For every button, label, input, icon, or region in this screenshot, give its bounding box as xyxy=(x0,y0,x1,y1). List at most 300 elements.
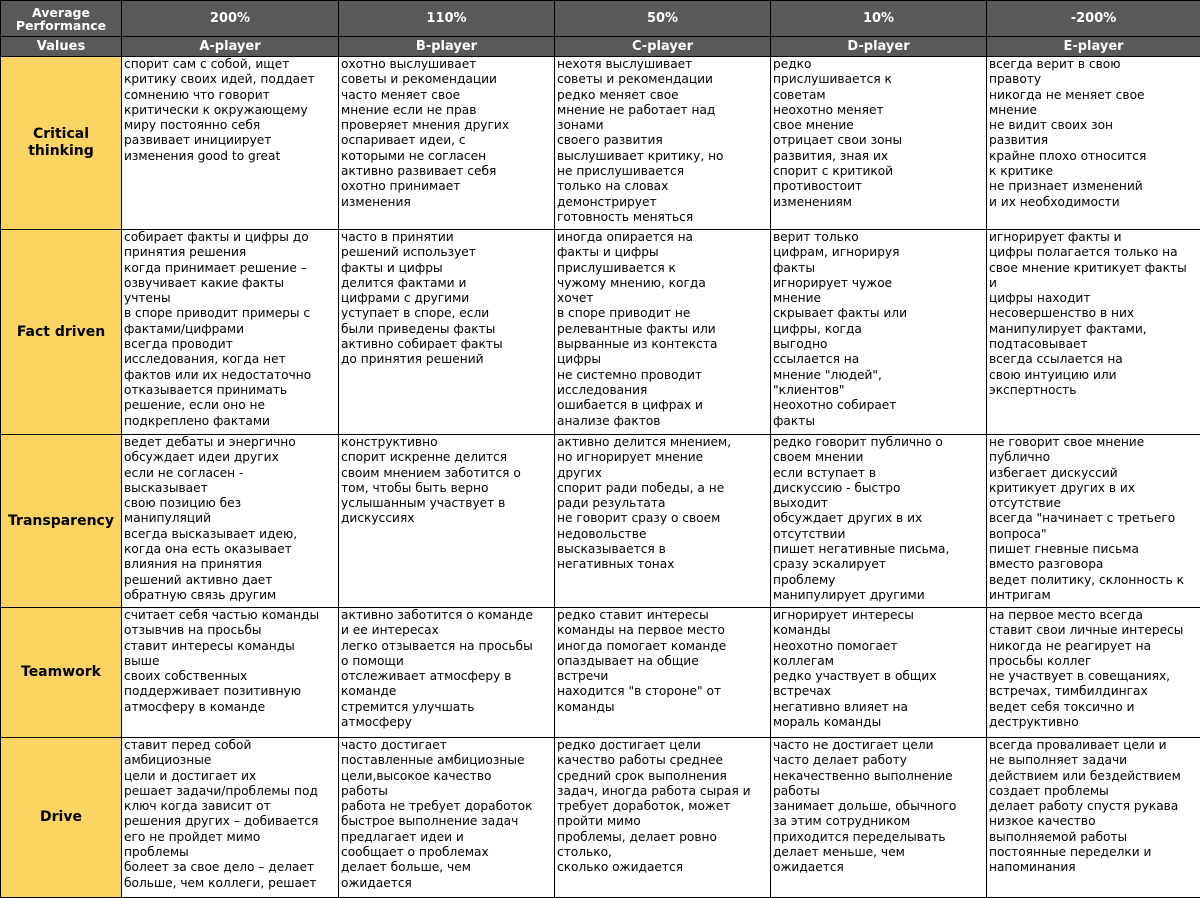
cell-line: редко xyxy=(773,57,984,72)
cell-line: делает меньше, чем xyxy=(773,845,984,860)
cell-line: считает себя частью команды xyxy=(124,608,336,623)
cell-line: за этим сотрудником xyxy=(773,814,984,829)
corner-line-2: Performance xyxy=(1,19,121,32)
cell-fact-driven-d-player[interactable] xyxy=(771,230,987,435)
cell-line: решения других – добивается xyxy=(124,814,336,829)
cell-text xyxy=(341,435,552,607)
cell-line: активно делится мнением, xyxy=(557,435,768,450)
cell-line: отсутствии xyxy=(773,527,984,542)
cell-text xyxy=(773,435,984,607)
value-label-line: thinking xyxy=(3,143,119,160)
cell-text xyxy=(341,738,552,897)
cell-line: часто меняет свое xyxy=(341,88,552,103)
cell-line: активно собирает факты xyxy=(341,337,552,352)
cell-line: услышанным участвует в xyxy=(341,496,552,511)
cell-line: встречи xyxy=(557,669,768,684)
cell-line: дискуссиях xyxy=(341,511,552,526)
cell-drive-e-player[interactable] xyxy=(987,738,1200,898)
cell-fact-driven-e-player[interactable] xyxy=(987,230,1200,435)
cell-line: создает проблемы xyxy=(989,784,1198,799)
cell-line: своим мнением заботится о xyxy=(341,466,552,481)
cell-line: цели и достигает их xyxy=(124,769,336,784)
cell-critical-thinking-a-player[interactable] xyxy=(122,57,339,230)
cell-line: зонами xyxy=(557,118,768,133)
percentage-d[interactable]: 10% xyxy=(771,1,987,37)
cell-line: не выполняет задачи xyxy=(989,753,1198,768)
cell-line: своем мнении xyxy=(773,450,984,465)
cell-fact-driven-b-player[interactable] xyxy=(339,230,555,435)
value-label-fact-driven[interactable] xyxy=(1,230,122,435)
cell-line: свою интуицию или xyxy=(989,368,1198,383)
cell-line: мнение "людей", xyxy=(773,368,984,383)
cell-fact-driven-c-player[interactable] xyxy=(555,230,771,435)
value-label-critical-thinking[interactable] xyxy=(1,57,122,230)
cell-line: неохотно собирает xyxy=(773,398,984,413)
cell-teamwork-c-player[interactable] xyxy=(555,608,771,738)
cell-line: легко отзывается на просьбы xyxy=(341,639,552,654)
cell-line: принятия решения xyxy=(124,245,336,260)
cell-line: когда она есть оказывает xyxy=(124,542,336,557)
cell-line: задач, иногда работа сырая и xyxy=(557,784,768,799)
cell-line: делится фактами и xyxy=(341,276,552,291)
cell-line: встречах, тимбилдингах xyxy=(989,684,1198,699)
cell-line: не системно проводит xyxy=(557,368,768,383)
cell-line: проблему xyxy=(773,573,984,588)
cell-line: пройти мимо xyxy=(557,814,768,829)
cell-line: которыми не согласен xyxy=(341,149,552,164)
cell-line: том, чтобы быть верно xyxy=(341,481,552,496)
cell-line: и ее интересах xyxy=(341,623,552,638)
cell-line: манипулирует фактами, xyxy=(989,322,1198,337)
cell-line: демонстрирует xyxy=(557,195,768,210)
cell-line: крайне плохо относится xyxy=(989,149,1198,164)
cell-line: не говорит сразу о своем xyxy=(557,511,768,526)
cell-line: высказывается в xyxy=(557,542,768,557)
cell-text xyxy=(989,57,1198,229)
cell-line: сколько ожидается xyxy=(557,860,768,875)
player-d[interactable]: D-player xyxy=(771,37,987,57)
cell-drive-c-player[interactable] xyxy=(555,738,771,898)
cell-line: амбициозные xyxy=(124,753,336,768)
value-label-line: Drive xyxy=(3,809,119,826)
cell-line: сразу эскалирует xyxy=(773,557,984,572)
cell-line: свое мнение xyxy=(773,118,984,133)
cell-line: атмосферу xyxy=(341,715,552,730)
cell-line: избегает дискуссий xyxy=(989,466,1198,481)
cell-text xyxy=(124,57,336,229)
value-label-line: Teamwork xyxy=(3,664,119,681)
cell-line: неохотно помогает xyxy=(773,639,984,654)
cell-line: своих собственных xyxy=(124,669,336,684)
cell-line: обратную связь другим xyxy=(124,588,336,603)
cell-line: средний срок выполнения xyxy=(557,769,768,784)
cell-line: требует доработок, может xyxy=(557,799,768,814)
value-label-drive[interactable] xyxy=(1,738,122,898)
cell-line: постоянные переделки и xyxy=(989,845,1198,860)
percentage-b[interactable]: 110% xyxy=(339,1,555,37)
cell-line: факты и цифры xyxy=(557,245,768,260)
player-b[interactable]: B-player xyxy=(339,37,555,57)
cell-line: команды xyxy=(557,700,768,715)
cell-line: игнорирует интересы xyxy=(773,608,984,623)
cell-line: советы и рекомендации xyxy=(341,72,552,87)
cell-line: если не согласен - xyxy=(124,466,336,481)
player-header-row xyxy=(1,37,1200,57)
cell-line: фактами/цифрами xyxy=(124,322,336,337)
value-label-line: Fact driven xyxy=(3,324,119,341)
cell-line: мнение xyxy=(989,103,1198,118)
cell-line: исследования, когда нет xyxy=(124,352,336,367)
cell-line: решение, если оно не xyxy=(124,398,336,413)
cell-line: решает задачи/проблемы под xyxy=(124,784,336,799)
cell-line: ожидается xyxy=(341,876,552,891)
cell-text xyxy=(557,57,768,229)
cell-critical-thinking-b-player[interactable] xyxy=(339,57,555,230)
cell-line: противостоит xyxy=(773,179,984,194)
cell-line: поставленные амбициозные xyxy=(341,753,552,768)
percentage-a[interactable]: 200% xyxy=(122,1,339,37)
value-label-teamwork[interactable] xyxy=(1,608,122,738)
cell-line: опаздывает на общие xyxy=(557,654,768,669)
cell-line: проблемы xyxy=(124,845,336,860)
cell-line: поддерживает позитивную xyxy=(124,684,336,699)
cell-line: цифрам, игнорируя xyxy=(773,245,984,260)
cell-line: развития xyxy=(989,133,1198,148)
cell-line: занимает дольше, обычного xyxy=(773,799,984,814)
cell-line: сомнению что говорит xyxy=(124,88,336,103)
cell-line: развивает инициирует xyxy=(124,133,336,148)
cell-line: цифрами с другими xyxy=(341,291,552,306)
cell-line: критику своих идей, поддает xyxy=(124,72,336,87)
cell-critical-thinking-d-player[interactable] xyxy=(771,57,987,230)
cell-text xyxy=(773,230,984,434)
cell-drive-d-player[interactable] xyxy=(771,738,987,898)
cell-line: обсуждает других в их xyxy=(773,511,984,526)
cell-line: критически к окружающему xyxy=(124,103,336,118)
cell-transparency-b-player[interactable] xyxy=(339,435,555,608)
cell-line: до принятия решений xyxy=(341,352,552,367)
cell-line: прислушивается к xyxy=(773,72,984,87)
cell-text xyxy=(557,230,768,434)
cell-line: часто не достигает цели xyxy=(773,738,984,753)
cell-line: болеет за свое дело – делает xyxy=(124,860,336,875)
cell-line: редко говорит публично о xyxy=(773,435,984,450)
cell-line: напоминания xyxy=(989,860,1198,875)
cell-text xyxy=(989,738,1198,897)
cell-line: пишет негативные письма, xyxy=(773,542,984,557)
cell-teamwork-a-player[interactable] xyxy=(122,608,339,738)
cell-teamwork-e-player[interactable] xyxy=(987,608,1200,738)
value-row-critical-thinking xyxy=(1,57,1200,230)
cell-line: атмосферу в команде xyxy=(124,700,336,715)
cell-line: озвучивает какие факты xyxy=(124,276,336,291)
cell-line: активно заботится о команде xyxy=(341,608,552,623)
cell-text xyxy=(341,608,552,737)
cell-line: манипуляций xyxy=(124,511,336,526)
cell-line: изменения good to great xyxy=(124,149,336,164)
cell-line: других xyxy=(557,466,768,481)
cell-line: подтасовывает xyxy=(989,337,1198,352)
cell-line: встречах xyxy=(773,684,984,699)
cell-text xyxy=(124,738,336,897)
cell-line: часто в принятии xyxy=(341,230,552,245)
cell-line: высказывает xyxy=(124,481,336,496)
cell-line: редко достигает цели xyxy=(557,738,768,753)
cell-line: в споре приводит примеры с xyxy=(124,306,336,321)
cell-line: делает работу спустя рукава xyxy=(989,799,1198,814)
cell-line: ведет политику, склонность к xyxy=(989,573,1198,588)
cell-line: охотно принимает xyxy=(341,179,552,194)
cell-line: всегда проводит xyxy=(124,337,336,352)
cell-text xyxy=(989,230,1198,434)
cell-line: сообщает о проблемах xyxy=(341,845,552,860)
cell-text xyxy=(341,57,552,229)
cell-line: только на словах xyxy=(557,179,768,194)
cell-line: не участвует в совещаниях, xyxy=(989,669,1198,684)
cell-text xyxy=(557,738,768,897)
cell-line: спорит искренне делится xyxy=(341,450,552,465)
cell-line: ссылается на xyxy=(773,352,984,367)
cell-line: несовершенство в них xyxy=(989,306,1198,321)
cell-line: правоту xyxy=(989,72,1198,87)
cell-line: цели,высокое качество xyxy=(341,769,552,784)
cell-line: чужому мнению, когда xyxy=(557,276,768,291)
value-row-transparency xyxy=(1,435,1200,608)
value-label-line: Critical xyxy=(3,126,119,143)
cell-line: всегда ссылается на xyxy=(989,352,1198,367)
cell-line: редко ставит интересы xyxy=(557,608,768,623)
cell-drive-b-player[interactable] xyxy=(339,738,555,898)
cell-line: отсутствие xyxy=(989,496,1198,511)
cell-line: редко меняет свое xyxy=(557,88,768,103)
cell-line: ключ когда зависит от xyxy=(124,799,336,814)
cell-line: больше, чем коллеги, решает xyxy=(124,876,336,891)
cell-line: часто достигает xyxy=(341,738,552,753)
cell-line: готовность меняться xyxy=(557,210,768,225)
cell-line: не говорит свое мнение xyxy=(989,435,1198,450)
cell-line: активно развивает себя xyxy=(341,164,552,179)
percentage-c[interactable]: 50% xyxy=(555,1,771,37)
cell-line: отрицает свои зоны xyxy=(773,133,984,148)
cell-line: работы xyxy=(341,784,552,799)
cell-line: цифры, когда xyxy=(773,322,984,337)
cell-line: выходит xyxy=(773,496,984,511)
cell-line: действием или бездействием xyxy=(989,769,1198,784)
cell-line: собирает факты и цифры до xyxy=(124,230,336,245)
cell-line: ставит интересы команды xyxy=(124,639,336,654)
cell-line: уступает в споре, если xyxy=(341,306,552,321)
cell-line: о помощи xyxy=(341,654,552,669)
cell-line: цифры полагается только на xyxy=(989,245,1198,260)
player-a[interactable]: A-player xyxy=(122,37,339,57)
value-row-teamwork xyxy=(1,608,1200,738)
cell-line: проблемы, делает ровно xyxy=(557,830,768,845)
cell-line: стремится улучшать xyxy=(341,700,552,715)
player-e[interactable]: E-player xyxy=(987,37,1200,57)
player-c[interactable]: C-player xyxy=(555,37,771,57)
cell-line: иногда помогает команде xyxy=(557,639,768,654)
cell-line: никогда не меняет свое xyxy=(989,88,1198,103)
cell-line: редко участвует в общих xyxy=(773,669,984,684)
cell-line: выгодно xyxy=(773,337,984,352)
value-label-line: Transparency xyxy=(3,513,119,530)
cell-teamwork-d-player[interactable] xyxy=(771,608,987,738)
cell-line: конструктивно xyxy=(341,435,552,450)
cell-line: команде xyxy=(341,684,552,699)
cell-line: никогда не реагирует на xyxy=(989,639,1198,654)
cell-line: были приведены факты xyxy=(341,322,552,337)
cell-line: не прислушивается xyxy=(557,164,768,179)
cell-line: изменения xyxy=(341,195,552,210)
cell-line: обсуждает идеи других xyxy=(124,450,336,465)
cell-line: изменениям xyxy=(773,195,984,210)
cell-line: ведет дебаты и энергично xyxy=(124,435,336,450)
cell-line: решений использует xyxy=(341,245,552,260)
cell-transparency-a-player[interactable] xyxy=(122,435,339,608)
cell-line: всегда верит в свою xyxy=(989,57,1198,72)
cell-text xyxy=(773,57,984,229)
cell-line: вместо разговора xyxy=(989,557,1198,572)
cell-line: неохотно меняет xyxy=(773,103,984,118)
cell-teamwork-b-player[interactable] xyxy=(339,608,555,738)
cell-line: факты xyxy=(773,261,984,276)
cell-line: факты xyxy=(773,414,984,429)
cell-line: делает больше, чем xyxy=(341,860,552,875)
cell-line: исследования xyxy=(557,383,768,398)
cell-line: своего развития xyxy=(557,133,768,148)
cell-line: но игнорирует мнение xyxy=(557,450,768,465)
cell-line: деструктивно xyxy=(989,715,1198,730)
cell-line: негативных тонах xyxy=(557,557,768,572)
cell-line: часто делает работу xyxy=(773,753,984,768)
cell-line: качество работы среднее xyxy=(557,753,768,768)
average-performance-header[interactable] xyxy=(1,1,122,37)
cell-line: приходится переделывать xyxy=(773,830,984,845)
cell-text xyxy=(124,435,336,607)
cell-line: учтены xyxy=(124,291,336,306)
cell-line: всегда высказывает идею, xyxy=(124,527,336,542)
cell-text xyxy=(557,608,768,737)
cell-line: низкое качество xyxy=(989,814,1198,829)
cell-line: пишет гневные письма xyxy=(989,542,1198,557)
cell-line: ведет себя токсично и xyxy=(989,700,1198,715)
cell-line: команды на первое место xyxy=(557,623,768,638)
cell-line: к критике xyxy=(989,164,1198,179)
cell-line: иногда опирается на xyxy=(557,230,768,245)
cell-line: критикует других в их xyxy=(989,481,1198,496)
value-row-fact-driven xyxy=(1,230,1200,435)
cell-line: его не пройдет мимо xyxy=(124,830,336,845)
cell-line: отзывчив на просьбы xyxy=(124,623,336,638)
corner-line-1: Average xyxy=(1,6,121,19)
cell-line: анализе фактов xyxy=(557,414,768,429)
value-row-drive xyxy=(1,738,1200,898)
cell-line: вырванные из контекста xyxy=(557,337,768,352)
cell-line: мнение если не прав xyxy=(341,103,552,118)
cell-text xyxy=(773,738,984,897)
cell-line: не видит своих зон xyxy=(989,118,1198,133)
cell-line: нехотя выслушивает xyxy=(557,57,768,72)
cell-line: цифры xyxy=(557,352,768,367)
cell-critical-thinking-e-player[interactable] xyxy=(987,57,1200,230)
cell-line: игнорирует чужое xyxy=(773,276,984,291)
cell-line: проверяет мнения других xyxy=(341,118,552,133)
cell-transparency-c-player[interactable] xyxy=(555,435,771,608)
cell-line: отказывается принимать xyxy=(124,383,336,398)
cell-line: отслеживает атмосферу в xyxy=(341,669,552,684)
cell-line: игнорирует факты и xyxy=(989,230,1198,245)
cell-drive-a-player[interactable] xyxy=(122,738,339,898)
cell-text xyxy=(124,230,336,434)
cell-line: быстрое выполнение задач xyxy=(341,814,552,829)
cell-line: прислушивается к xyxy=(557,261,768,276)
cell-transparency-e-player[interactable] xyxy=(987,435,1200,608)
cell-line: влияния на принятия xyxy=(124,557,336,572)
cell-line: ошибается в цифрах и xyxy=(557,398,768,413)
cell-line: просьбы коллег xyxy=(989,654,1198,669)
cell-line: хочет xyxy=(557,291,768,306)
cell-line: выслушивает критику, но xyxy=(557,149,768,164)
percentage-e[interactable]: -200% xyxy=(987,1,1200,37)
cell-line: верит только xyxy=(773,230,984,245)
cell-line: в споре приводит не xyxy=(557,306,768,321)
cell-line: "клиентов" xyxy=(773,383,984,398)
cell-text xyxy=(773,608,984,737)
cell-line: цифры находит xyxy=(989,291,1198,306)
cell-line: охотно выслушивает xyxy=(341,57,552,72)
cell-line: мнение не работает над xyxy=(557,103,768,118)
cell-line: если вступает в xyxy=(773,466,984,481)
cell-line: когда принимает решение – xyxy=(124,261,336,276)
cell-line: работы xyxy=(773,784,984,799)
cell-line: оспаривает идеи, с xyxy=(341,133,552,148)
cell-line: миру постоянно себя xyxy=(124,118,336,133)
cell-line: публично xyxy=(989,450,1198,465)
cell-line: находится "в стороне" от xyxy=(557,684,768,699)
cell-line: развития, зная их xyxy=(773,149,984,164)
cell-line: спорит ради победы, а не xyxy=(557,481,768,496)
cell-line: выполняемой работы xyxy=(989,830,1198,845)
cell-line: столько, xyxy=(557,845,768,860)
cell-line: недовольстве xyxy=(557,527,768,542)
cell-fact-driven-a-player[interactable] xyxy=(122,230,339,435)
cell-line: предлагает идеи и xyxy=(341,830,552,845)
cell-text xyxy=(989,608,1198,737)
cell-line: коллегам xyxy=(773,654,984,669)
percentage-header-row xyxy=(1,1,1200,37)
cell-critical-thinking-c-player[interactable] xyxy=(555,57,771,230)
cell-line: негативно влияет на xyxy=(773,700,984,715)
cell-transparency-d-player[interactable] xyxy=(771,435,987,608)
cell-line: вопроса" xyxy=(989,527,1198,542)
cell-line: работа не требует доработок xyxy=(341,799,552,814)
cell-line: команды xyxy=(773,623,984,638)
cell-line: свою позицию без xyxy=(124,496,336,511)
cell-line: мораль команды xyxy=(773,715,984,730)
cell-line: ожидается xyxy=(773,860,984,875)
cell-line: всегда проваливает цели и xyxy=(989,738,1198,753)
value-label-transparency[interactable] xyxy=(1,435,122,608)
cell-line: спорит сам с собой, ищет xyxy=(124,57,336,72)
cell-line: манипулирует другими xyxy=(773,588,984,603)
cell-text xyxy=(341,230,552,434)
cell-line: релевантные факты или xyxy=(557,322,768,337)
cell-line: ради результата xyxy=(557,496,768,511)
values-header[interactable]: Values xyxy=(1,37,122,57)
cell-text xyxy=(557,435,768,607)
cell-line: и их необходимости xyxy=(989,195,1198,210)
cell-line: фактов или их недостаточно xyxy=(124,368,336,383)
